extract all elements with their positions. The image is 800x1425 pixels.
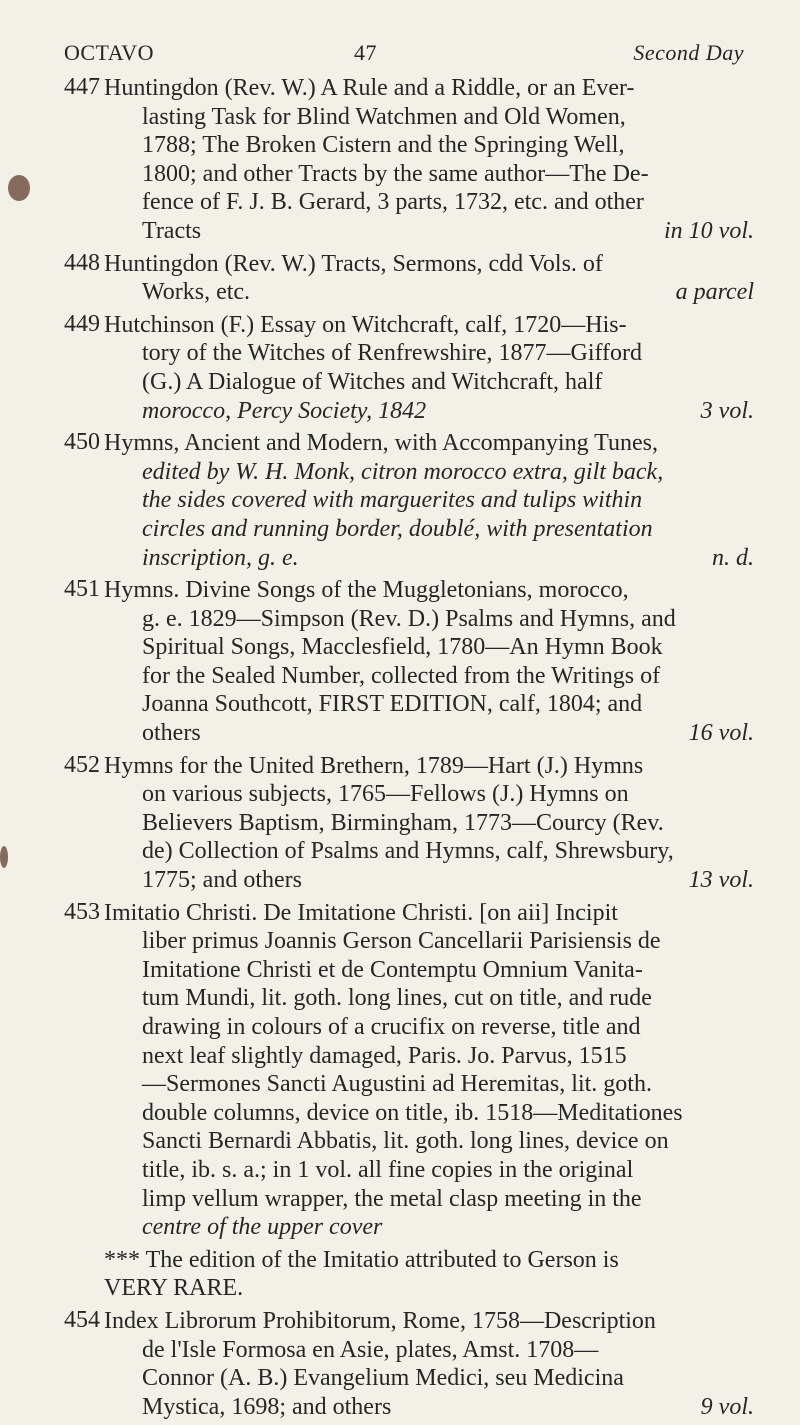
lot-text-line: 1800; and other Tracts by the same author—The De- <box>142 160 649 187</box>
lot-text-line: —Sermones Sancti Augustini ad Heremitas, lit. goth. <box>142 1071 652 1098</box>
lot-text-line: Hymns. Divine Songs of the Muggletonians, morocco, <box>104 577 629 604</box>
lot-text-line: (G.) A Dialogue of Witches and Witchcraft, half <box>142 368 603 395</box>
note-line: *** The edition of the Imitatio attributed to Gerson is <box>104 1246 619 1273</box>
header-format: OCTAVO <box>64 40 155 65</box>
lot-text-line: double columns, device on title, ib. 1518—Meditationes <box>142 1099 683 1126</box>
lot-entry <box>0 311 800 425</box>
lot-number: 452 <box>64 751 100 778</box>
lot-text-line: Hymns for the United Brethern, 1789—Hart (J.) Hymns <box>104 752 644 779</box>
lot-text-line: the sides covered with marguerites and tulips within <box>142 487 643 514</box>
lot-text-line: drawing in colours of a crucifix on reverse, title and <box>142 1014 641 1040</box>
lot-last-line: inscription, g. e. <box>142 544 299 571</box>
lot-text-line: de) Collection of Psalms and Hymns, calf, Shrewsbury, <box>142 838 674 865</box>
lot-text-line: Index Librorum Prohibitorum, Rome, 1758—Description <box>104 1307 656 1334</box>
lot-note <box>104 1246 800 1303</box>
lot-volumes: 13 vol. <box>688 867 754 894</box>
lot-last-line: 1775; and others <box>142 867 302 894</box>
lot-text-line: for the Sealed Number, collected from the Writings of <box>142 662 661 689</box>
lot-text-line: next leaf slightly damaged, Paris. Jo. Parvus, 1515 <box>142 1042 627 1069</box>
lot-list <box>0 74 800 1425</box>
lot-entry <box>0 576 800 748</box>
lot-last-line: Mystica, 1698; and others <box>142 1393 392 1420</box>
lot-text-line: Huntingdon (Rev. W.) Tracts, Sermons, cdd Vols. of <box>104 250 603 277</box>
lot-last-line: Works, etc. <box>142 279 251 306</box>
lot-text-line: on various subjects, 1765—Fellows (J.) Hymns on <box>142 781 629 808</box>
lot-text-line: tory of the Witches of Renfrewshire, 1877—Gifford <box>142 340 643 367</box>
lot-volumes: 9 vol. <box>700 1393 754 1420</box>
lot-text-line: Joanna Southcott, FIRST EDITION, calf, 1804; and <box>142 691 643 718</box>
lot-text-line: Imitatione Christi et de Contemptu Omnium Vanita- <box>142 956 643 983</box>
lot-last-line: Tracts <box>142 217 202 244</box>
lot-text-line: centre of the upper cover <box>142 1214 383 1241</box>
lot-entry <box>0 899 800 1242</box>
lot-text-line: Believers Baptism, Birmingham, 1773—Courcy (Rev. <box>142 809 664 836</box>
note-line: VERY RARE. <box>104 1275 244 1302</box>
lot-text-line: Sancti Bernardi Abbatis, lit. goth. long lines, device on <box>142 1128 669 1155</box>
lot-last-line: morocco, Percy Society, 1842 <box>142 397 427 424</box>
lot-entry <box>0 250 800 307</box>
lot-number: 449 <box>64 310 100 337</box>
lot-text-line: tum Mundi, lit. goth. long lines, cut on title, and rude <box>142 985 652 1012</box>
lot-text-line: limp vellum wrapper, the metal clasp meeting in the <box>142 1185 642 1212</box>
lot-text-line: Hutchinson (F.) Essay on Witchcraft, calf, 1720—His- <box>104 311 627 338</box>
lot-text-line: 1788; The Broken Cistern and the Springing Well, <box>142 132 625 159</box>
lot-text-line: Huntingdon (Rev. W.) A Rule and a Riddle, or an Ever- <box>104 75 635 101</box>
lot-volumes: in 10 vol. <box>664 217 754 244</box>
lot-text-line: liber primus Joannis Gerson Cancellarii Parisiensis de <box>142 928 661 955</box>
lot-entry <box>0 74 800 246</box>
lot-number: 448 <box>64 249 100 276</box>
lot-volumes: a parcel <box>675 279 754 306</box>
lot-text-line: edited by W. H. Monk, citron morocco extra, gilt back, <box>142 458 664 485</box>
lot-text-line: fence of F. J. B. Gerard, 3 parts, 1732, etc. and other <box>142 189 644 216</box>
lot-text-line: Hymns, Ancient and Modern, with Accompanying Tunes, <box>104 430 658 457</box>
lot-text-line: Imitatio Christi. De Imitatione Christi. [on aii] Incipit <box>104 899 618 926</box>
lot-number: 454 <box>64 1306 100 1333</box>
lot-text-line: g. e. 1829—Simpson (Rev. D.) Psalms and Hymns, and <box>142 605 676 632</box>
page-number: 47 <box>354 40 377 65</box>
lot-entry <box>0 429 800 572</box>
lot-entry <box>0 1307 800 1421</box>
lot-number: 450 <box>64 429 100 456</box>
lot-entry <box>0 752 800 895</box>
lot-text-line: de l'Isle Formosa en Asie, plates, Amst. 1708— <box>142 1336 599 1363</box>
lot-last-line: others <box>142 720 201 747</box>
lot-text-line: circles and running border, doublé, with presentation <box>142 515 653 542</box>
lot-number: 453 <box>64 898 100 925</box>
lot-text-line: lasting Task for Blind Watchmen and Old Women, <box>142 103 626 130</box>
lot-volumes: n. d. <box>712 544 754 571</box>
lot-text-line: Connor (A. B.) Evangelium Medici, seu Medicina <box>142 1365 624 1392</box>
lot-text-line: Spiritual Songs, Macclesfield, 1780—An Hymn Book <box>142 634 663 661</box>
lot-text-line: title, ib. s. a.; in 1 vol. all fine copies in the original <box>142 1156 634 1183</box>
lot-volumes: 16 vol. <box>688 720 754 747</box>
lot-volumes: 3 vol. <box>700 397 754 424</box>
lot-number: 451 <box>64 576 100 603</box>
lot-number: 447 <box>64 74 100 100</box>
header-day: Second Day <box>633 40 744 65</box>
